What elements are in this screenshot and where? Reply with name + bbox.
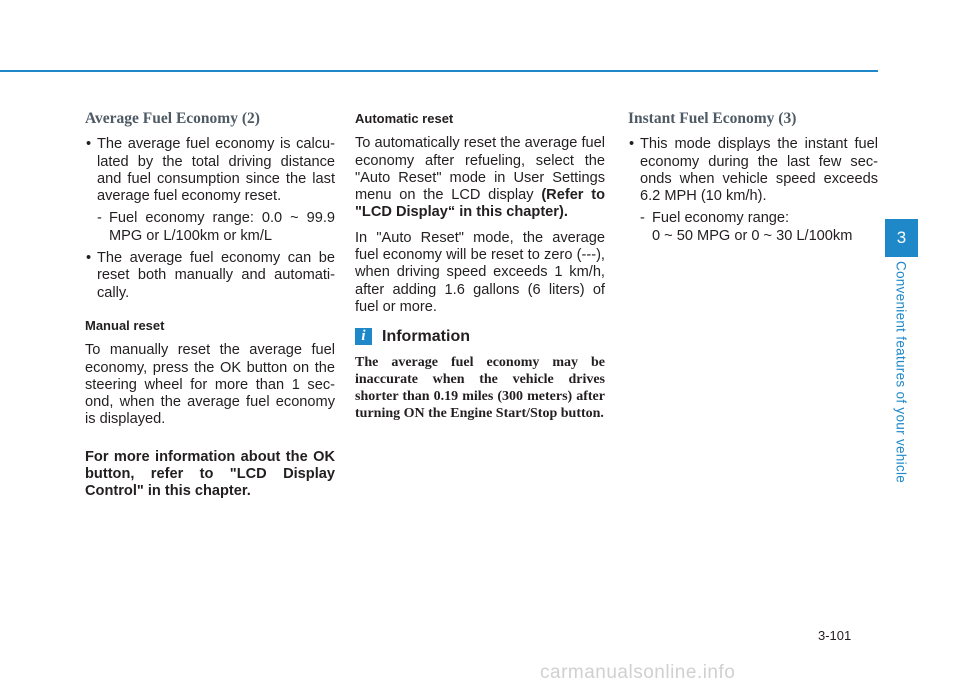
bullet-reset: • The average fuel economy can be reset both manually and automati- cally. <box>85 250 335 302</box>
automatic-reset-text-a: To automatically reset the average fuel economy after refueling, select the "Auto Reset" mode in User Settings menu on the LCD display <box>355 135 605 204</box>
watermark: carmanualsonline.info <box>540 662 736 683</box>
column-left <box>85 110 335 509</box>
auto-reset-mode-text: In "Auto Reset" mode, the average fuel economy will be reset to zero (---), when driving speed exceeds 1 km/h, after adding 1.6 gallons (6 liters) of fuel or more. <box>355 229 605 315</box>
dash-instant-range-line2: 0 ~ 50 MPG or 0 ~ 30 L/100km <box>652 227 853 244</box>
chapter-tab: 3 <box>885 219 918 257</box>
page-number: 3-101 <box>818 628 852 643</box>
manual-reset-heading: Manual reset <box>85 317 165 333</box>
chapter-side-title: Convenient features of your vehicle <box>893 260 909 484</box>
average-fuel-economy-heading: Average Fuel Economy (2) <box>85 110 260 127</box>
manual-reset-text: To manually reset the average fuel economy, press the OK button on the steering wheel for more than 1 sec- ond, when the average fuel economy is displayed. <box>85 342 335 428</box>
automatic-reset-text <box>355 135 605 221</box>
column-middle <box>355 110 605 422</box>
dash-instant-range-line1: Fuel economy range: <box>652 210 790 227</box>
automatic-reset-heading: Automatic reset <box>355 111 454 126</box>
bullet-instant-mode: • This mode displays the instant fuel economy during the last few sec- onds when vehicle speed exceeds 6.2 MPH (10 km/h). <box>628 136 878 205</box>
dash-mark: - <box>97 210 102 227</box>
instant-fuel-economy-heading: Instant Fuel Economy (3) <box>628 110 797 127</box>
information-header <box>355 328 605 345</box>
dash-instant-range <box>628 210 878 227</box>
info-icon: i <box>355 328 372 345</box>
dash-fuel-range <box>85 210 335 245</box>
information-title: Information <box>382 328 470 346</box>
bullet-calculation: • The average fuel economy is calcu- lated by the total driving distance and fuel consumption since the last average fuel economy reset. <box>85 136 335 205</box>
dash-mark: - <box>640 210 645 227</box>
dash-fuel-range-text: Fuel economy range: 0.0 ~ 99.9 MPG or L/100km or km/L <box>109 210 335 244</box>
automatic-reset-reference: (Refer to "LCD Display“ in this chapter). <box>355 187 605 221</box>
column-right <box>628 110 878 245</box>
more-info-text: For more information about the OK button, refer to "LCD Display Control" in this chapter. <box>85 448 335 500</box>
information-text: The average fuel economy may be inaccurate when the vehicle drives shorter than 0.19 miles (300 meters) after turning ON the Engine Start/Stop button. <box>355 354 605 421</box>
top-rule <box>0 70 878 72</box>
